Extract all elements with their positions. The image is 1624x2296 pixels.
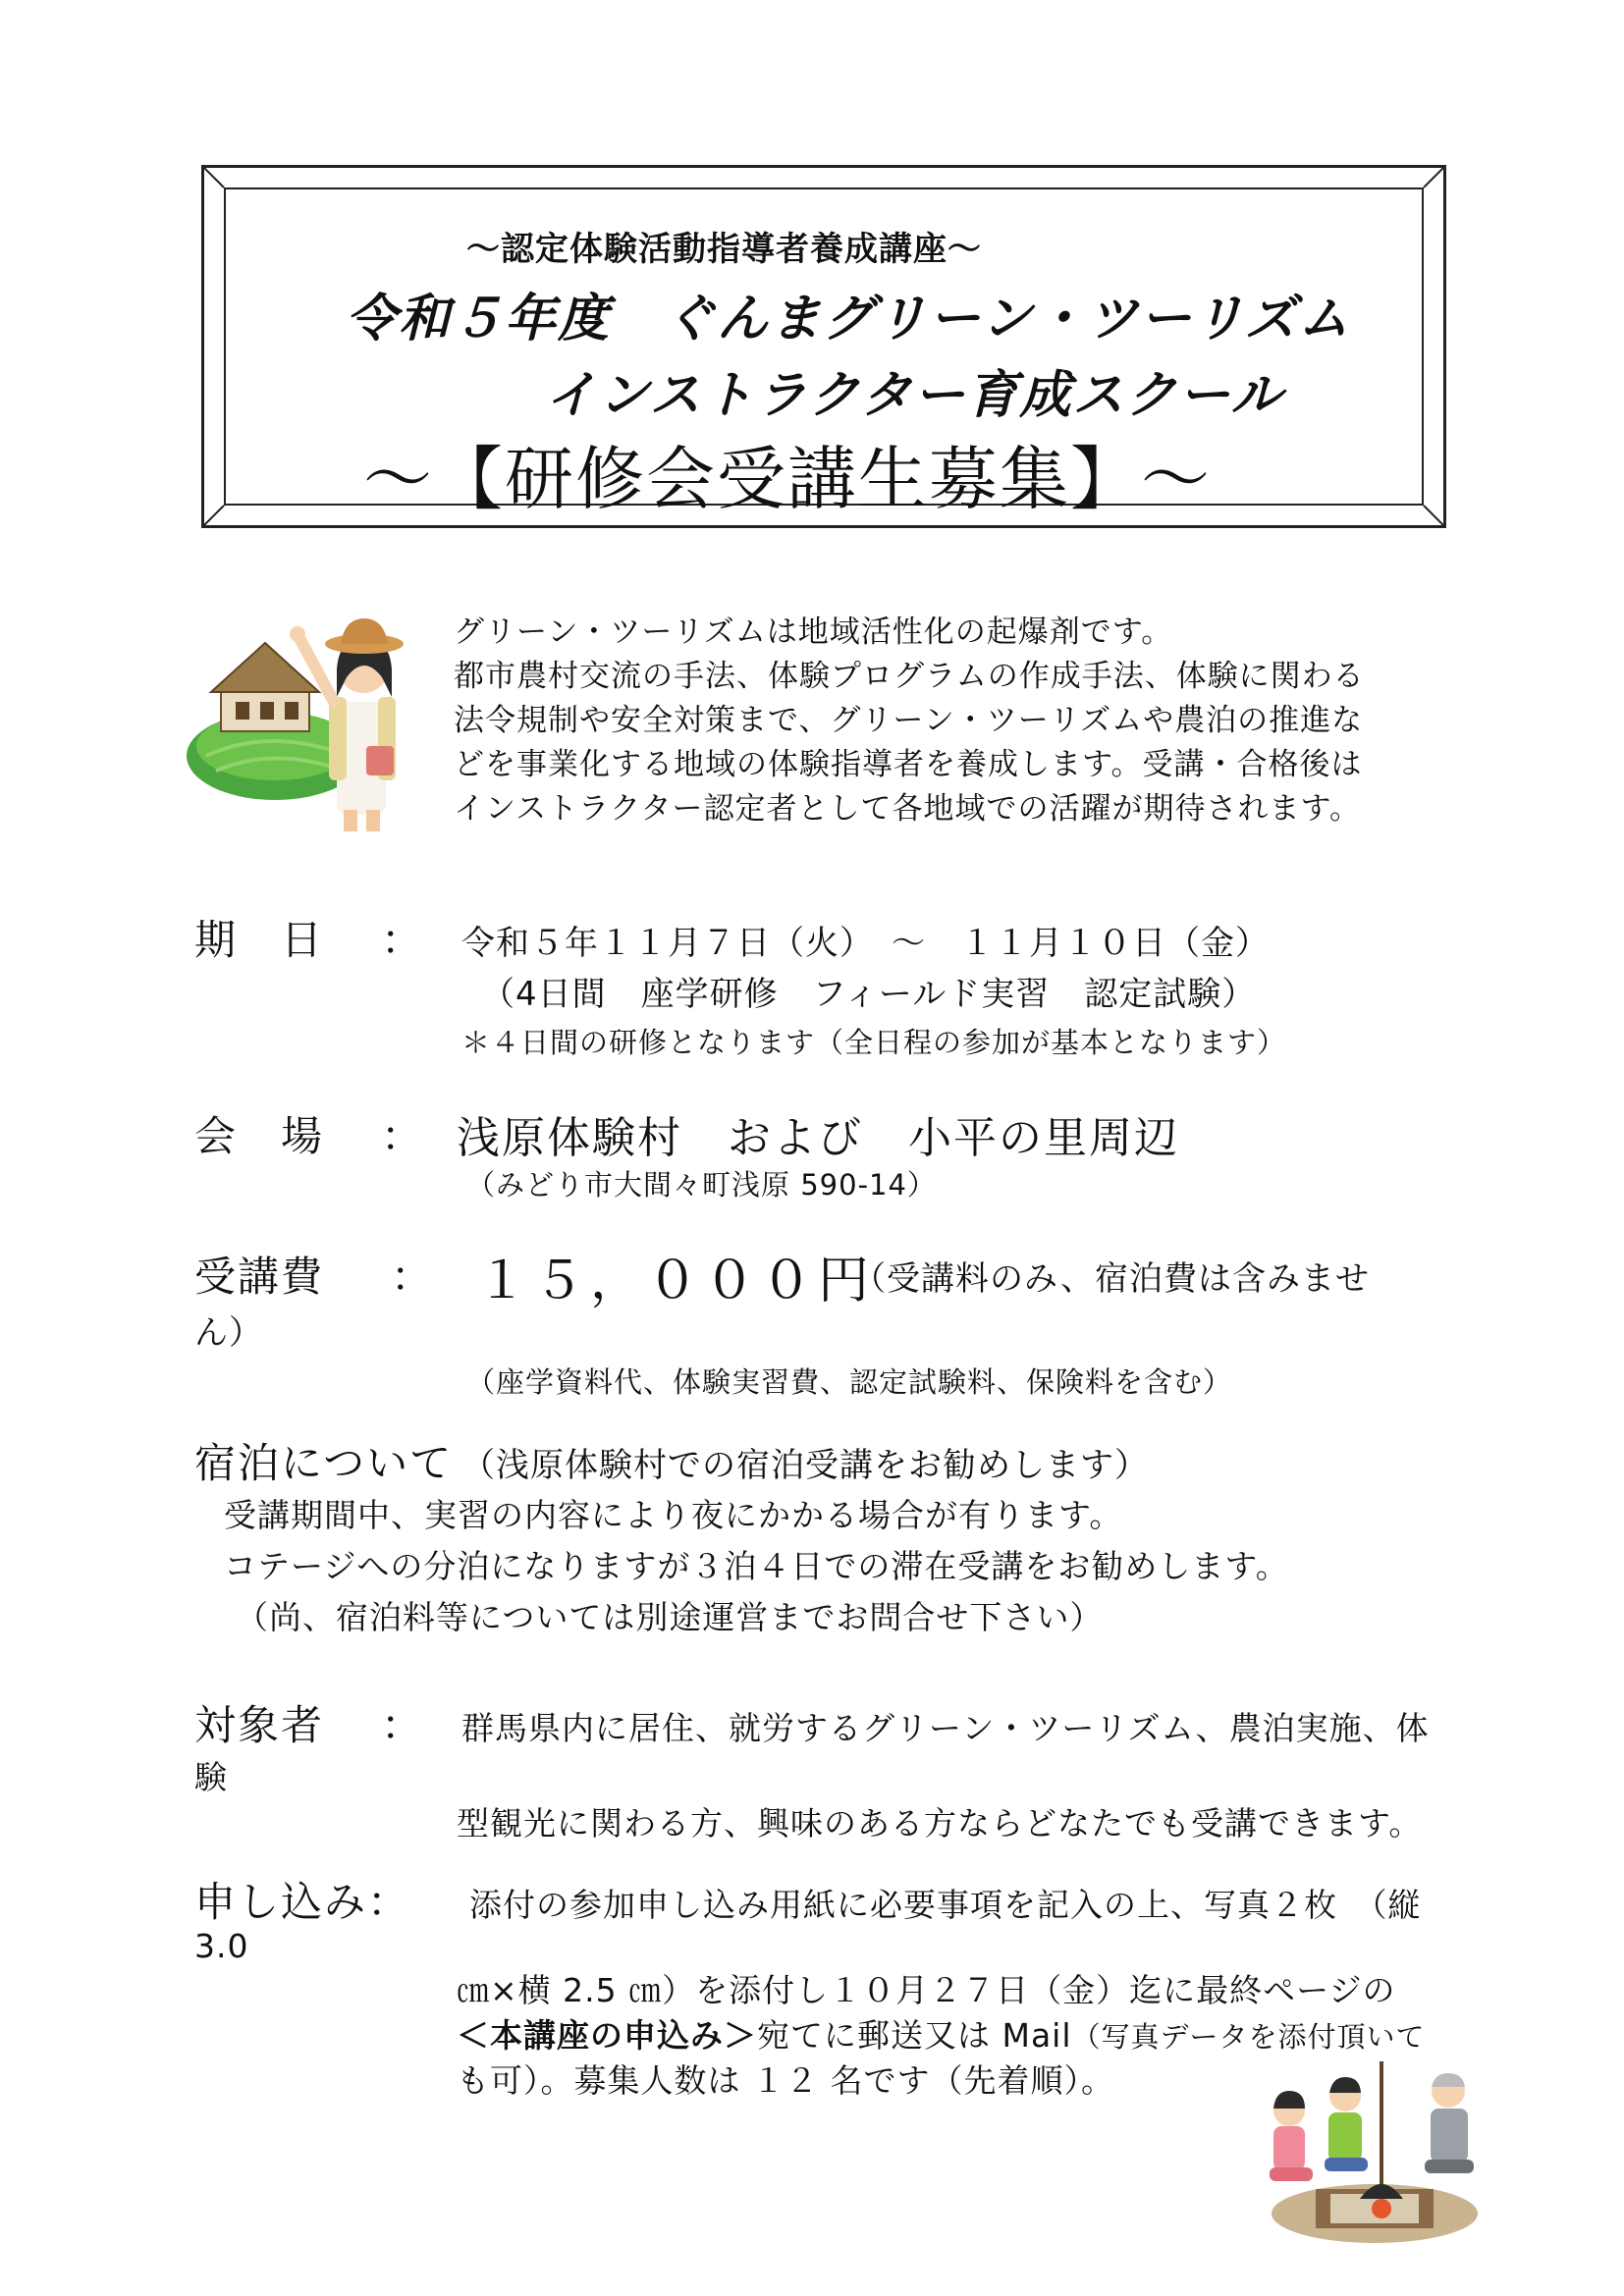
- fee-label: 受講費: [194, 1253, 325, 1301]
- intro-line: どを事業化する地域の体験指導者を養成します。受講・合格後は: [454, 747, 1363, 782]
- fee-includes: （座学資料代、体験実習費、認定試験料、保険料を含む）: [466, 1365, 1233, 1399]
- venue-name: 浅原体験村 および 小平の里周辺: [457, 1113, 1179, 1163]
- fee-amount: １５，０００円: [476, 1252, 876, 1310]
- apply-photo-note: （写真データを添付頂いて: [1071, 2020, 1426, 2054]
- target-label: 対象者: [194, 1701, 325, 1749]
- schedule-colon: ：: [381, 916, 423, 964]
- target-line-2: 型観光に関わる方、興味のある方ならどなたでも受講できます。: [457, 1804, 1423, 1842]
- apply-label: 申し込み：: [194, 1878, 411, 1926]
- lodging-label: 宿泊について: [194, 1439, 454, 1487]
- intro-paragraph: [454, 611, 1514, 831]
- apply-line-1-wrap: 3.0: [194, 1927, 249, 1965]
- lodging-line-2: コテージへの分泊になりますが３泊４日での滞在受講をお勧めします。: [224, 1547, 1289, 1585]
- lodging-label-note: （浅原体験村での宿泊受講をお勧めします）: [461, 1446, 1149, 1485]
- lodging-line-3: （尚、宿泊料等については別途運営までお問合せ下さい）: [236, 1598, 1104, 1636]
- target-line-1: 群馬県内に居住、就労するグリーン・ツーリズム、農泊実施、体: [461, 1709, 1430, 1747]
- title-recruitment: ～【研修会受講生募集】～: [363, 439, 1212, 519]
- target-colon: ：: [381, 1701, 423, 1749]
- schedule-date: 令和５年１１月７日（火） ～ １１月１０日（金）: [461, 924, 1270, 963]
- lodging-line-1: 受講期間中、実習の内容により夜にかかる場合が有ります。: [224, 1496, 1123, 1534]
- schedule-label: 期 日: [194, 916, 325, 964]
- fee-note-wrap: ん）: [194, 1313, 263, 1353]
- apply-method: 宛てに郵送又は Mail: [757, 2016, 1072, 2055]
- apply-line-3: [457, 2010, 1426, 2056]
- intro-line: グリーン・ツーリズムは地域活性化の起爆剤です。: [454, 614, 1173, 650]
- venue-address: （みどり市大間々町浅原 590-14）: [466, 1168, 937, 1201]
- apply-destination: ＜本講座の申込み＞: [457, 2016, 757, 2055]
- apply-line-1: 添付の参加申し込み用紙に必要事項を記入の上、写真２枚 （縦: [469, 1886, 1422, 1924]
- apply-line-4: も可）。募集人数は １２ 名です（先着順）。: [457, 2061, 1114, 2100]
- hearth-gathering-illustration: [1262, 2052, 1488, 2248]
- fee-colon: ：: [391, 1253, 433, 1301]
- intro-line: 法令規制や安全対策まで、グリーン・ツーリズムや農泊の推進な: [454, 703, 1364, 738]
- target-line-1-wrap: 験: [194, 1758, 228, 1796]
- venue-colon: ：: [381, 1112, 423, 1160]
- intro-line: 都市農村交流の手法、体験プログラムの作成手法、体験に関わる: [454, 659, 1365, 694]
- title-line-1: 令和５年度 ぐんまグリーン・ツーリズム: [346, 290, 1351, 348]
- fee-note: （受講料のみ、宿泊費は含みませ: [852, 1259, 1371, 1299]
- venue-label: 会 場: [194, 1112, 325, 1160]
- intro-line: インストラクター認定者として各地域での活躍が期待されます。: [454, 791, 1361, 827]
- tour-guide-illustration: [182, 609, 427, 834]
- apply-line-2: ㎝×横 2.5 ㎝）を添付し１０月２７日（金）迄に最終ページの: [457, 1971, 1396, 2009]
- schedule-note: ＊４日間の研修となります（全日程の参加が基本となります）: [461, 1026, 1287, 1059]
- schedule-detail: （4日間 座学研修 フィールド実習 認定試験）: [481, 975, 1257, 1014]
- title-subtitle: ～認定体験活動指導者養成講座～: [466, 230, 982, 269]
- title-line-2: インストラクター育成スクール: [545, 366, 1284, 425]
